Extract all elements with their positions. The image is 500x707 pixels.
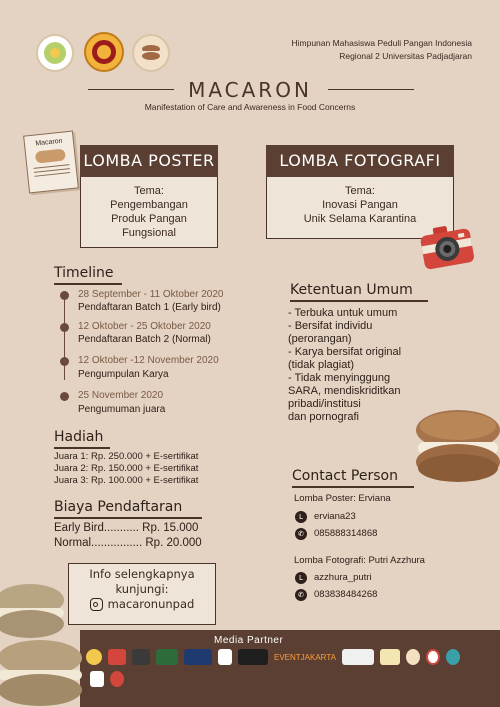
rule-line: - Tidak menyinggung	[288, 372, 391, 384]
partner-logo	[406, 649, 420, 665]
foto-theme-line: Inovasi Pangan	[322, 199, 398, 211]
partner-logo	[380, 649, 400, 665]
timeline-dot	[60, 357, 69, 366]
note-card	[23, 131, 79, 194]
media-partner-footer	[80, 630, 500, 707]
partner-logo	[446, 649, 460, 665]
info-box	[68, 563, 216, 625]
instagram-handle: macaronunpad	[107, 597, 195, 611]
poster-theme-box	[80, 177, 218, 248]
biaya-heading: Biaya Pendaftaran	[54, 499, 183, 515]
hadiah-heading: Hadiah	[54, 429, 104, 445]
organizer-line2: Regional 2 Universitas Padjadjaran	[339, 51, 472, 61]
fee-item: Early Bird........... Rp. 15.000	[54, 522, 199, 534]
rule-line: dan pornografi	[288, 411, 359, 423]
timeline-dot	[60, 323, 69, 332]
poster-theme-line: Produk Pangan	[111, 213, 187, 225]
contact-phone[interactable]: 085888314868	[314, 528, 378, 539]
foto-theme-line: Unik Selama Karantina	[303, 213, 417, 225]
timeline-heading: Timeline	[54, 265, 114, 281]
contact-heading: Contact Person	[292, 468, 398, 484]
timeline-date: 12 Oktober -12 November 2020	[78, 355, 219, 366]
contact-line-id[interactable]: azzhura_putri	[314, 572, 372, 583]
timeline-dot	[60, 392, 69, 401]
timeline-underline	[54, 283, 122, 285]
info-line2: kunjungi:	[115, 582, 169, 596]
rule-line: (perorangan)	[288, 333, 352, 345]
info-line1: Info selengkapnya	[89, 567, 195, 581]
rule-line: SARA, mendiskriditkan	[288, 385, 401, 397]
ketentuan-heading: Ketentuan Umum	[290, 282, 413, 298]
partner-logo	[132, 649, 150, 665]
page-subtitle: Manifestation of Care and Awareness in Food Concerns	[144, 102, 356, 112]
timeline-date: 12 Oktober - 25 Oktober 2020	[78, 321, 211, 332]
fee-item: Normal................ Rp. 20.000	[54, 537, 202, 549]
prize-list	[54, 451, 198, 487]
macaron-illustration	[414, 406, 500, 500]
foto-banner: LOMBA FOTOGRAFI	[266, 145, 454, 177]
foto-theme-label: Tema:	[345, 185, 375, 197]
timeline-line	[64, 296, 65, 380]
instagram-link[interactable]	[69, 597, 215, 612]
rule-line: - Terbuka untuk umum	[288, 307, 398, 319]
poster-theme-line: Fungsional	[122, 227, 176, 239]
prize-item: Juara 3: Rp. 100.000 + E-sertifikat	[54, 475, 199, 486]
partner-logo	[110, 671, 124, 687]
partner-logo	[184, 649, 212, 665]
partner-logo	[238, 649, 268, 665]
partner-logos-row2	[90, 671, 124, 687]
rule-line: - Karya bersifat original	[288, 346, 402, 358]
rule-line: - Bersifat individu	[288, 320, 373, 332]
partner-logo-eventjakarta: EVENTJAKARTA	[274, 652, 336, 662]
poster-theme-line: Pengembangan	[110, 199, 188, 211]
timeline-desc: Pendaftaran Batch 1 (Early bird)	[78, 302, 221, 313]
rule-line: pribadi/institusi	[288, 398, 361, 410]
contact-line-id[interactable]: erviana23	[314, 511, 356, 522]
prize-item: Juara 1: Rp. 250.000 + E-sertifikat	[54, 451, 199, 462]
contact-phone[interactable]: 083838484268	[314, 589, 378, 600]
contact-underline	[292, 486, 414, 488]
macaron-logo	[132, 34, 170, 72]
macaron-stack-illustration	[0, 580, 90, 707]
macaron-icon	[35, 148, 66, 163]
ketentuan-underline	[290, 300, 428, 302]
line-icon: L	[295, 572, 307, 584]
fee-list	[54, 521, 202, 551]
partner-logos	[86, 649, 494, 665]
timeline-dot	[60, 291, 69, 300]
line-icon: L	[295, 511, 307, 523]
hadiah-underline	[54, 447, 110, 449]
whatsapp-icon: ✆	[295, 589, 307, 601]
prize-item: Juara 2: Rp. 150.000 + E-sertifikat	[54, 463, 199, 474]
timeline-date: 28 September - 11 Oktober 2020	[78, 289, 224, 300]
unpad-logo	[84, 32, 124, 72]
timeline-desc: Pengumuman juara	[78, 404, 166, 415]
poster-banner: LOMBA POSTER	[80, 145, 218, 177]
biaya-underline	[54, 517, 202, 519]
organizer-text	[192, 37, 472, 63]
partner-logo	[90, 671, 104, 687]
page-title: MACARON	[188, 78, 312, 102]
contact-foto-label: Lomba Fotografi: Putri Azzhura	[294, 555, 425, 566]
note-card-label: Macaron	[35, 137, 63, 148]
organizer-line1: Himpunan Mahasiswa Peduli Pangan Indonesia	[291, 38, 472, 48]
partner-logo	[426, 649, 440, 665]
instagram-icon	[90, 598, 103, 611]
himppi-logo	[36, 34, 74, 72]
partner-logo	[218, 649, 232, 665]
ketentuan-list	[288, 307, 401, 424]
media-partner-heading: Media Partner	[214, 635, 284, 646]
timeline-desc: Pengumpulan Karya	[78, 369, 169, 380]
timeline-date: 25 November 2020	[78, 390, 164, 401]
partner-logo	[108, 649, 126, 665]
poster-theme-label: Tema:	[134, 185, 164, 197]
rule-line: (tidak plagiat)	[288, 359, 355, 371]
whatsapp-icon: ✆	[295, 528, 307, 540]
camera-icon	[418, 222, 476, 276]
partner-logo	[342, 649, 374, 665]
timeline-desc: Pendaftaran Batch 2 (Normal)	[78, 334, 211, 345]
partner-logo	[156, 649, 178, 665]
contact-poster-label: Lomba Poster: Erviana	[294, 493, 391, 504]
